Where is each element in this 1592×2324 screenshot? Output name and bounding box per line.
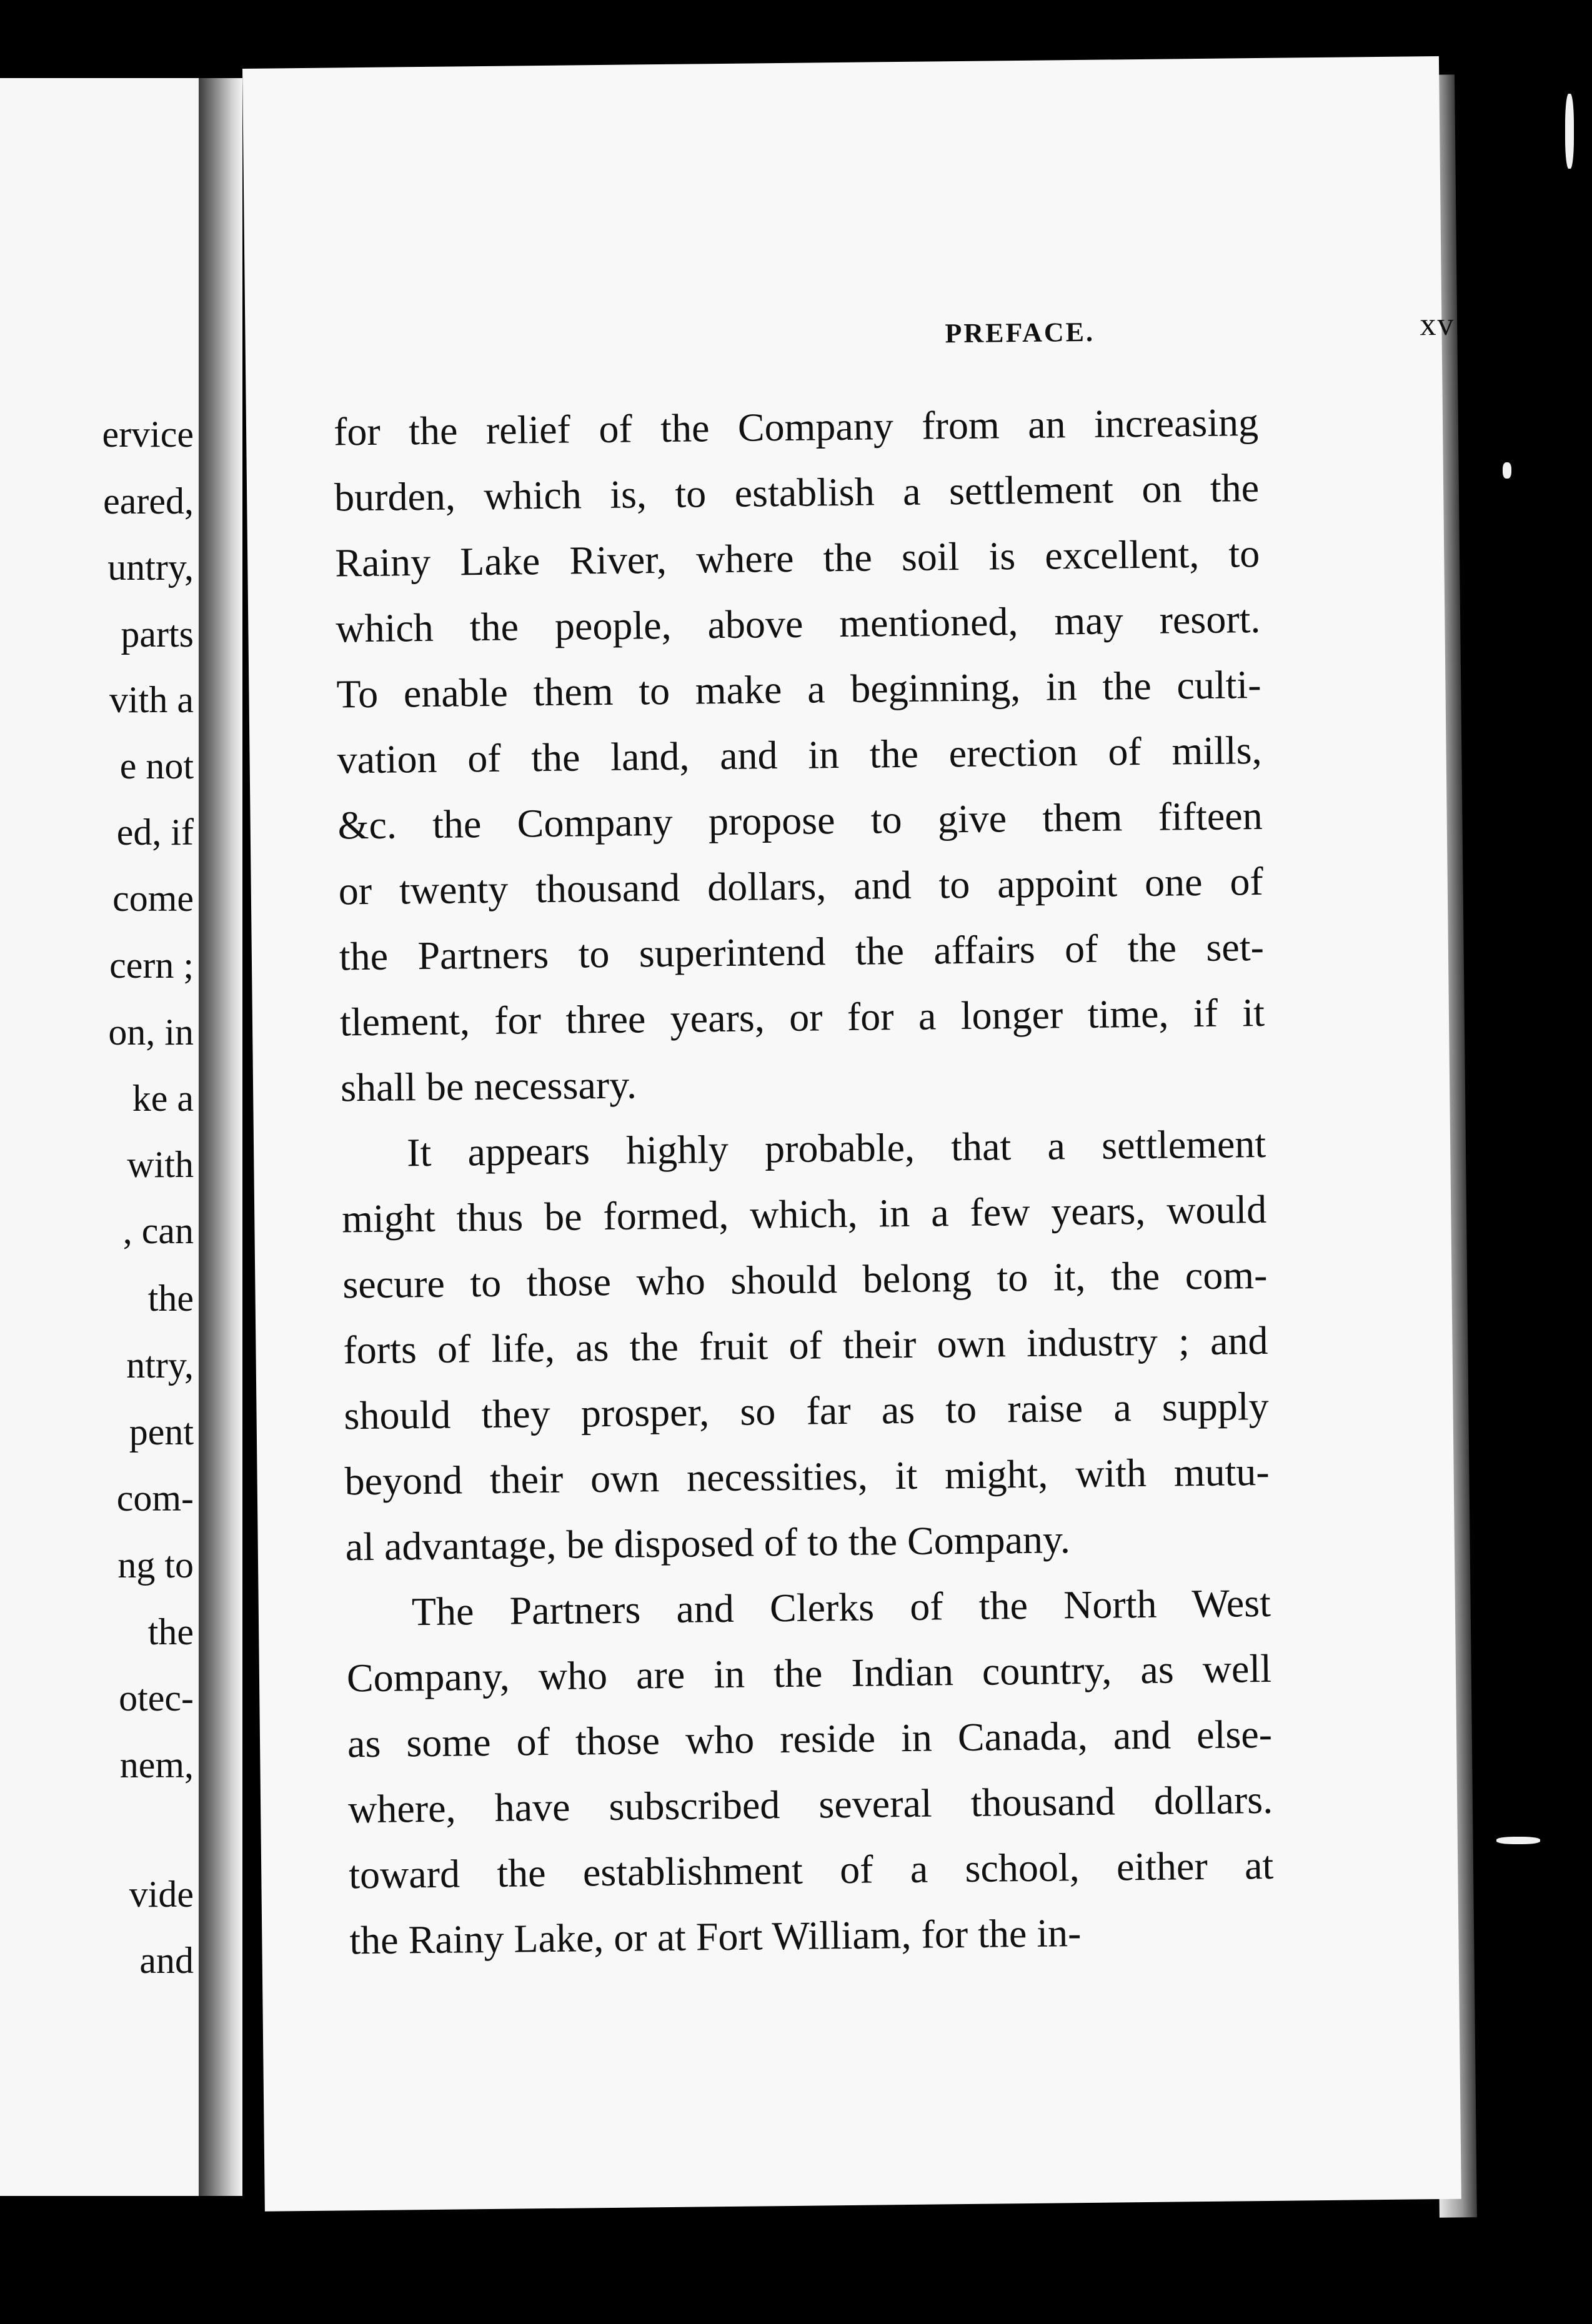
text-line: forts of life, as the fruit of their own industry ; and [343, 1318, 1268, 1373]
text-line: as some of those who reside in Canada, and else- [347, 1711, 1273, 1766]
text-line: which the people, above mentioned, may resort. [336, 596, 1261, 651]
left-page-line: on, in [108, 1011, 194, 1053]
left-page-line: cern ; [109, 945, 194, 986]
text-line: for the relief of the Company from an increasing [333, 400, 1259, 454]
left-page-line: parts [121, 613, 194, 655]
left-page-line: come [112, 878, 194, 919]
text-line: To enable them to make a beginning, in the culti- [336, 662, 1261, 717]
book-gutter [199, 78, 242, 2196]
left-page-line: vide [129, 1874, 194, 1915]
left-page-line: eared, [103, 480, 194, 522]
left-page-line: pent [129, 1411, 194, 1452]
text-line: burden, which is, to establish a settlement on the [334, 465, 1260, 520]
text-line: secure to those who should belong to it, the com- [342, 1252, 1268, 1307]
left-page-line: the [147, 1611, 194, 1652]
speck-mark [1565, 94, 1574, 169]
left-page-line: otec- [119, 1677, 194, 1719]
running-head: PREFACE. [945, 316, 1095, 349]
text-line: Company, who are in the Indian country, as well [346, 1646, 1272, 1701]
text-line: or twenty thousand dollars, and to appoint one of [338, 858, 1264, 913]
text-line: shall be necessary. [340, 1062, 637, 1110]
text-line: The Partners and Clerks of the North West [411, 1580, 1271, 1634]
left-page-line: ng to [117, 1544, 194, 1586]
paragraph [341, 1111, 1271, 1579]
left-page-line: e not [119, 745, 194, 787]
left-page-line: the [147, 1278, 194, 1319]
text-line: It appears highly probable, that a settlement [406, 1121, 1266, 1175]
text-line: tlement, for three years, or for a longer time, if it [339, 990, 1265, 1045]
left-page-line: ed, if [116, 812, 194, 853]
left-page-line: with [127, 1144, 194, 1185]
left-page-line: ke a [132, 1078, 194, 1119]
text-line: the Rainy Lake, or at Fort William, for the in- [349, 1910, 1082, 1963]
left-page-line: , can [122, 1210, 194, 1251]
text-line: should they prosper, so far as to raise a supply [344, 1383, 1269, 1438]
text-line: beyond their own necessities, it might, with mutu- [344, 1449, 1270, 1504]
text-line: toward the establishment of a school, either at [348, 1842, 1274, 1897]
left-page-line: ntry, [126, 1344, 194, 1386]
left-page-line: vith a [109, 679, 194, 720]
paragraph [334, 389, 1266, 1120]
left-page-line: ervice [102, 414, 194, 455]
text-line: &c. the Company propose to give them fifteen [337, 793, 1263, 848]
text-line: where, have subscribed several thousand dollars. [347, 1777, 1273, 1832]
body-text [334, 389, 1275, 1973]
speck-mark [1496, 1837, 1540, 1844]
left-page-line: untry, [107, 547, 194, 588]
speck-mark [1503, 462, 1511, 479]
page-number: xv [1420, 306, 1455, 343]
paragraph [346, 1570, 1275, 1973]
text-line: the Partners to superintend the affairs of the set- [339, 924, 1265, 979]
text-line: vation of the land, and in the erection of mills, [337, 727, 1262, 782]
text-line: al advantage, be disposed of to the Company. [345, 1517, 1071, 1569]
text-line: Rainy Lake River, where the soil is excellent, to [334, 530, 1260, 585]
left-page-line: and [139, 1940, 194, 1981]
left-page-line: com- [116, 1477, 194, 1519]
right-page [242, 56, 1461, 2212]
text-line: might thus be formed, which, in a few years, would [341, 1186, 1267, 1241]
left-page-line: nem, [119, 1744, 194, 1785]
left-page [0, 78, 199, 2196]
